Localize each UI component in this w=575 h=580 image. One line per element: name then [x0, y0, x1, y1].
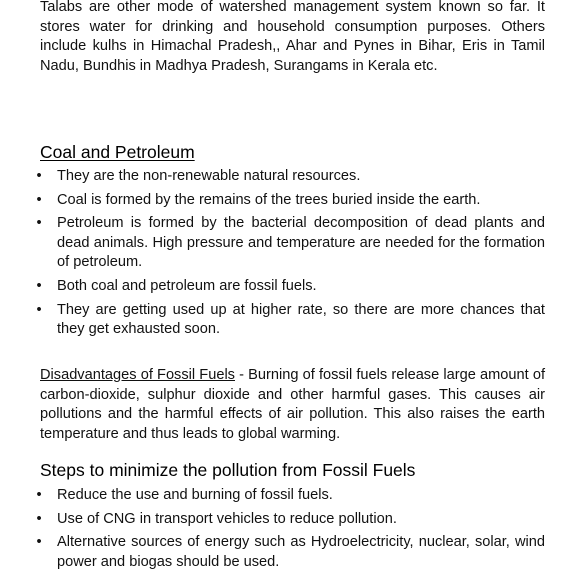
- disadvantages-paragraph: Disadvantages of Fossil Fuels - Burning of fossil fuels release large amount of carbon-dioxide, sulphur dioxide and other harmful gases. This causes air pollutions and the harmful effects of air pollution. This also raises the earth temperature and thus leads to global warming.: [40, 367, 545, 442]
- bullet-icon: •: [36, 487, 42, 503]
- list-item: • They are getting used up at higher rate, so there are more chances that they get exhausted soon.: [40, 301, 545, 340]
- coal-petroleum-list: [36, 167, 545, 340]
- intro-paragraph: Talabs are other mode of watershed management system known so far. It stores water for drinking and household consumption purposes. Others include kulhs in Himachal Pradesh,, Ahar and Pynes in Bihar, Eris in Tamil Nadu, Bundhis in Madhya Pradesh, Surangams in Kerala etc.: [40, 0, 545, 74]
- list-item: • They are the non-renewable natural resources.: [40, 167, 545, 187]
- list-item: • Alternative sources of energy such as Hydroelectricity, nuclear, solar, wind power and biogas should be used.: [40, 533, 545, 572]
- list-item: • Coal is formed by the remains of the trees buried inside the earth.: [40, 191, 545, 211]
- minimize-pollution-heading: Steps to minimize the pollution from Fossil Fuels: [40, 460, 416, 480]
- list-item: • Both coal and petroleum are fossil fuels.: [40, 277, 545, 297]
- bullet-icon: •: [36, 168, 42, 184]
- bullet-icon: •: [36, 215, 42, 232]
- bullet-icon: •: [36, 534, 42, 551]
- list-item: • Reduce the use and burning of fossil fuels.: [40, 486, 545, 506]
- minimize-pollution-list: [36, 486, 545, 572]
- disadvantages-term: Disadvantages of Fossil Fuels: [40, 367, 235, 383]
- coal-petroleum-heading: Coal and Petroleum: [40, 142, 195, 162]
- bullet-icon: •: [36, 191, 42, 208]
- bullet-icon: •: [36, 301, 42, 318]
- bullet-icon: •: [36, 277, 42, 294]
- list-item: • Petroleum is formed by the bacterial decomposition of dead plants and dead animals. High pressure and temperature are needed for the formation of petroleum.: [40, 214, 545, 273]
- list-item: • Use of CNG in transport vehicles to reduce pollution.: [40, 510, 545, 530]
- bullet-icon: •: [36, 510, 42, 527]
